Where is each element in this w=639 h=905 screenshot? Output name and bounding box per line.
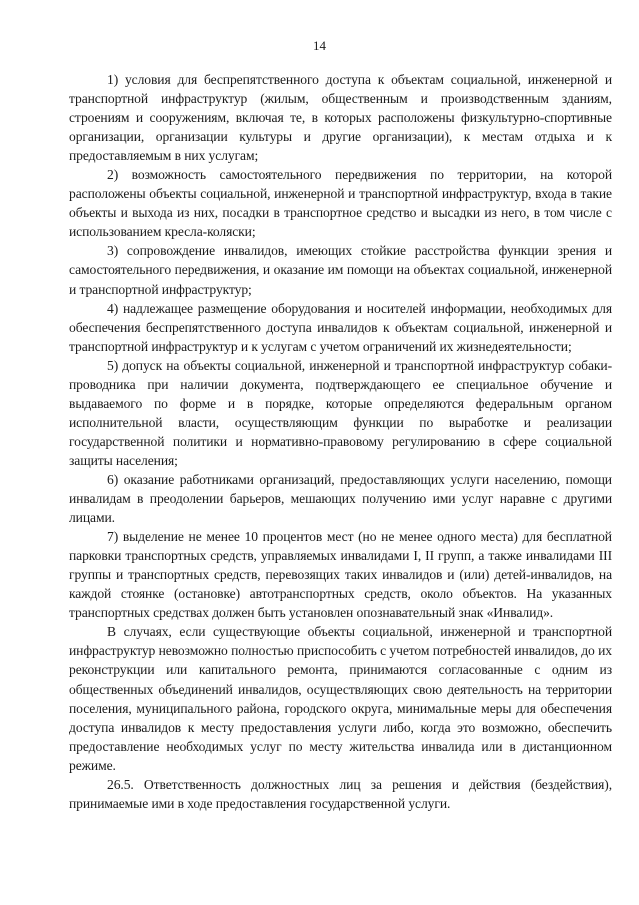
paragraph-item-3: 3) сопровождение инвалидов, имеющих стойкие расстройства функции зрения и самостоятельного передвижения, и оказание им помощи на объектах социальной, инженерной и транспортной инфраструктур; [69, 243, 612, 297]
paragraph-item-4: 4) надлежащее размещение оборудования и носителей информации, необходимых для обеспечения беспрепятственного доступа инвалидов к объектам социальной, инженерной и транспортной инфраструктур и к услугам с учетом ограничений их жизнедеятельности; [69, 300, 612, 354]
paragraph-exceptions: В случаях, если существующие объекты социальной, инженерной и транспортной инфраструктур невозможно полностью приспособить с учетом потребностей инвалидов, до их реконструкции или капитального ремонта, принимаются согласованные с одним из общественных объединений инвалидов, осуществляющих свою деятельность на территории поселения, муниципального района, городского округа, минимальные меры для обеспечения доступа инвалидов к месту предоставления услуги либо, когда это возможно, обеспечить предоставление необходимых услуг по месту жительства инвалида или в дистанционном режиме. [69, 624, 612, 773]
page-number: 14 [313, 38, 326, 53]
section-heading-26-5: 26.5. Ответственность должностных лиц за решения и действия (бездействия), принимаемые ими в ходе предоставления государственной услуги. [69, 776, 612, 811]
paragraph-item-5: 5) допуск на объекты социальной, инженерной и транспортной инфраструктур собаки-проводника при наличии документа, подтверждающего ее специальное обучение и выдаваемого по форме и в порядке, которые определяются федеральным органом исполнительной власти, осуществляющим функции по выработке и реализации государственной политики и нормативно-правовому регулированию в сфере социальной защиты населения; [69, 357, 612, 468]
paragraph-item-2: 2) возможность самостоятельного передвижения по территории, на которой расположены объекты социальной, инженерной и транспортной инфраструктур, входа в такие объекты и выхода из них, посадки в транспортное средство и высадки из него, в том числе с использованием кресла-коляски; [69, 167, 612, 240]
paragraph-item-7: 7) выделение не менее 10 процентов мест (но не менее одного места) для бесплатной парковки транспортных средств, управляемых инвалидами I, II групп, а также инвалидами III группы и транспортных средств, перевозящих таких инвалидов и (или) детей-инвалидов, на каждой стоянке (остановке) автотранспортных средств, около объектов. На указанных транспортных средствах должен быть установлен опознавательный знак «Инвалид». [69, 529, 612, 621]
paragraph-item-1: 1) условия для беспрепятственного доступа к объектам социальной, инженерной и транспортной инфраструктур (жилым, общественным и производственным зданиям, строениям и сооружениям, включая те, в которых расположены физкультурно-спортивные организации, организации культуры и другие организации), к местам отдыха и к предоставляемым в них услугам; [69, 72, 612, 164]
paragraph-item-6: 6) оказание работниками организаций, предоставляющих услуги населению, помощи инвалидам в преодолении барьеров, мешающих получению ими услуг наравне с другими лицами. [69, 471, 612, 526]
document-body [69, 70, 612, 813]
